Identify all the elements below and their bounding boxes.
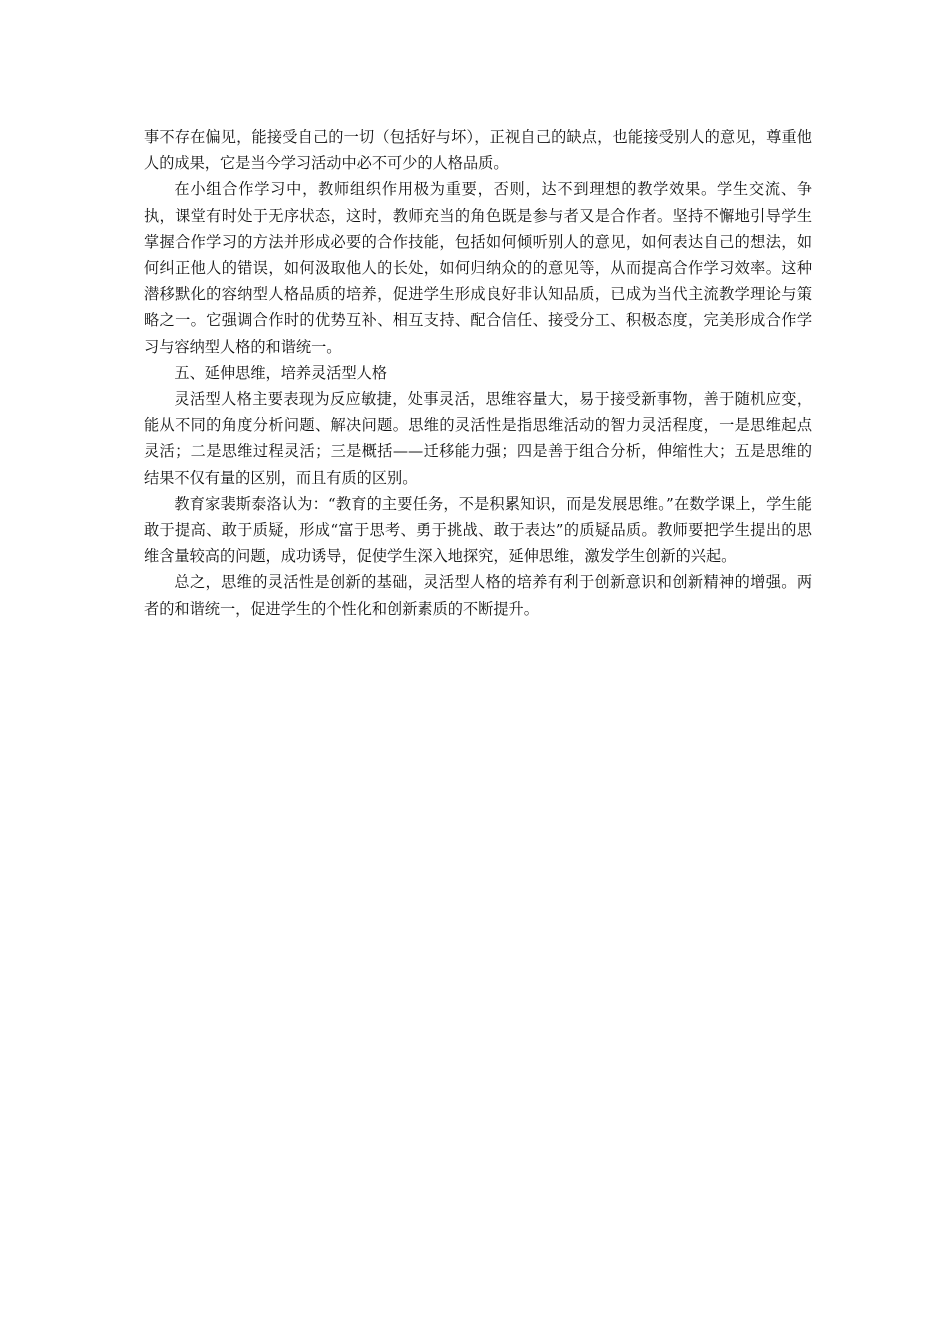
paragraph-flexible-personality: 灵活型人格主要表现为反应敏捷，处事灵活，思维容量大，易于接受新事物，善于随机应变，能从不同的角度分析问题、解决问题。思维的灵活性是指思维活动的智力灵活程度，一是思维起点灵活；二是思维过程灵活；三是概括——迁移能力强；四是善于组合分析，伸缩性大；五是思维的结果不仅有量的区别，而且有质的区别。 <box>144 390 812 487</box>
paragraph-continuation: 事不存在偏见，能接受自己的一切（包括好与坏），正视自己的缺点，也能接受别人的意见，尊重他人的成果，它是当今学习活动中必不可少的人格品质。 <box>144 128 812 173</box>
paragraph-conclusion: 总之，思维的灵活性是创新的基础，灵活型人格的培养有利于创新意识和创新精神的增强。两者的和谐统一，促进学生的个性化和创新素质的不断提升。 <box>144 573 812 618</box>
paragraph-group-cooperation: 在小组合作学习中，教师组织作用极为重要，否则，达不到理想的教学效果。学生交流、争执，课堂有时处于无序状态，这时，教师充当的角色既是参与者又是合作者。坚持不懈地引导学生掌握合作学习的方法并形成必要的合作技能，包括如何倾听别人的意见，如何表达自己的想法，如何纠正他人的错误，如何汲取他人的长处，如何归纳众的的意见等，从而提高合作学习效率。这种潜移默化的容纳型人格品质的培养，促进学生形成良好非认知品质，已成为当代主流教学理论与策略之一。它强调合作时的优势互补、相互支持、配合信任、接受分工、积极态度，完美形成合作学习与容纳型人格的和谐统一。 <box>144 180 812 356</box>
document-body <box>144 124 812 622</box>
paragraph-pestalozzi-quote: 教育家裴斯泰洛认为：“教育的主要任务，不是积累知识，而是发展思维。”在数学课上，学生能敢于提高、敢于质疑，形成“富于思考、勇于挑战、敢于表达”的质疑品质。教师要把学生提出的思维含量较高的问题，成功诱导，促使学生深入地探究，延伸思维，激发学生创新的兴起。 <box>144 494 812 566</box>
section-heading-five: 五、延伸思维，培养灵活型人格 <box>174 363 388 382</box>
